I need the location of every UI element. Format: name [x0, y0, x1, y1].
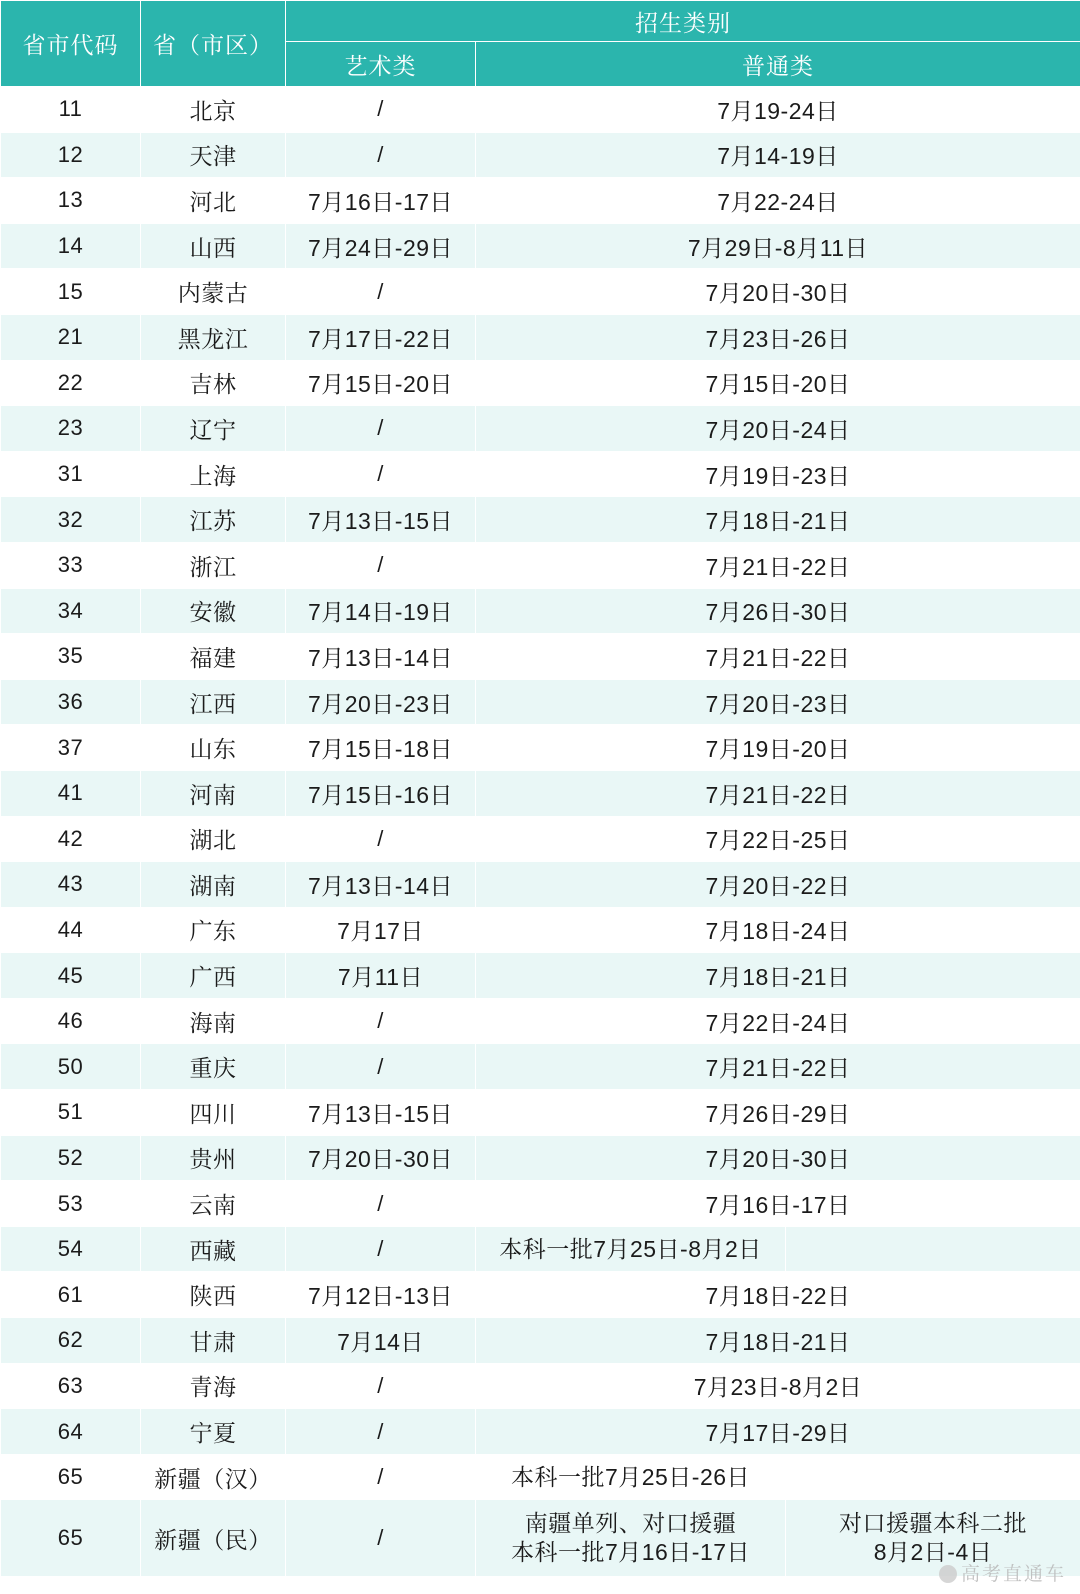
cell-province: 上海 — [141, 451, 286, 497]
cell-code: 22 — [1, 360, 141, 406]
cell-normal-right-line1: 对口援疆本科二批 — [839, 1509, 1027, 1536]
cell-art: 7月14日-19日 — [286, 588, 476, 634]
cell-normal: 7月18日-22日 — [476, 1272, 1080, 1318]
table-row — [1, 178, 1080, 224]
cell-art: 7月24日-29日 — [286, 223, 476, 269]
table-row — [1, 314, 1080, 360]
cell-normal: 7月22日-24日 — [476, 998, 1080, 1044]
cell-normal: 7月18日-24日 — [476, 907, 1080, 953]
cell-code: 13 — [1, 178, 141, 224]
cell-code: 45 — [1, 953, 141, 999]
cell-province: 青海 — [141, 1363, 286, 1409]
table-body — [1, 87, 1080, 1577]
cell-code: 54 — [1, 1226, 141, 1272]
cell-normal: 7月18日-21日 — [476, 1318, 1080, 1364]
cell-normal: 7月20日-24日 — [476, 406, 1080, 452]
cell-normal: 7月19日-23日 — [476, 451, 1080, 497]
table-row — [1, 497, 1080, 543]
cell-province: 山东 — [141, 725, 286, 771]
cell-art: / — [286, 1226, 476, 1272]
cell-province: 甘肃 — [141, 1318, 286, 1364]
cell-code: 31 — [1, 451, 141, 497]
table-row — [1, 1409, 1080, 1455]
table-row — [1, 725, 1080, 771]
cell-normal-left-line1: 南疆单列、对口援疆 — [524, 1509, 737, 1536]
cell-code: 11 — [1, 87, 141, 133]
cell-province: 江西 — [141, 679, 286, 725]
cell-code: 37 — [1, 725, 141, 771]
cell-province: 新疆（汉） — [141, 1454, 286, 1500]
cell-normal-right — [786, 1227, 1080, 1272]
table-row — [1, 1044, 1080, 1090]
watermark-text: 高考直通车 — [960, 1564, 1066, 1585]
header-art: 艺术类 — [286, 42, 476, 87]
table-row — [1, 816, 1080, 862]
cell-province: 海南 — [141, 998, 286, 1044]
table-row — [1, 223, 1080, 269]
table-row — [1, 269, 1080, 315]
table-row — [1, 953, 1080, 999]
cell-normal-left-line2: 本科一批7月16日-17日 — [510, 1539, 751, 1566]
cell-art: 7月17日 — [286, 907, 476, 953]
cell-normal-split — [476, 1226, 1080, 1272]
cell-code: 64 — [1, 1409, 141, 1455]
cell-art: / — [286, 998, 476, 1044]
cell-art: 7月13日-15日 — [286, 497, 476, 543]
cell-normal-split — [476, 1454, 1080, 1500]
cell-province: 黑龙江 — [141, 314, 286, 360]
table-row — [1, 1226, 1080, 1272]
table-row — [1, 588, 1080, 634]
cell-normal: 7月20日-22日 — [476, 862, 1080, 908]
cell-normal: 7月29日-8月11日 — [476, 223, 1080, 269]
cell-art: / — [286, 1363, 476, 1409]
cell-normal: 7月17日-29日 — [476, 1409, 1080, 1455]
cell-province: 湖南 — [141, 862, 286, 908]
cell-art: 7月15日-16日 — [286, 770, 476, 816]
cell-art: 7月13日-14日 — [286, 634, 476, 680]
table-row — [1, 770, 1080, 816]
cell-province: 内蒙古 — [141, 269, 286, 315]
cell-normal: 7月22-24日 — [476, 178, 1080, 224]
cell-art: 7月20日-30日 — [286, 1135, 476, 1181]
table-row — [1, 360, 1080, 406]
cell-province: 安徽 — [141, 588, 286, 634]
watermark — [939, 1559, 1066, 1586]
cell-art: / — [286, 406, 476, 452]
cell-normal-right — [786, 1455, 1080, 1500]
cell-art: / — [286, 1181, 476, 1227]
cell-code: 42 — [1, 816, 141, 862]
cell-province: 天津 — [141, 132, 286, 178]
cell-code: 43 — [1, 862, 141, 908]
cell-art: / — [286, 1044, 476, 1090]
cell-normal: 7月26日-29日 — [476, 1090, 1080, 1136]
cell-normal: 7月26日-30日 — [476, 588, 1080, 634]
cell-province: 江苏 — [141, 497, 286, 543]
cell-art: / — [286, 542, 476, 588]
cell-code: 53 — [1, 1181, 141, 1227]
cell-province: 陕西 — [141, 1272, 286, 1318]
cell-province: 河南 — [141, 770, 286, 816]
cell-normal: 7月22日-25日 — [476, 816, 1080, 862]
table-row — [1, 1454, 1080, 1500]
cell-normal: 7月20日-30日 — [476, 1135, 1080, 1181]
cell-province: 河北 — [141, 178, 286, 224]
cell-code: 34 — [1, 588, 141, 634]
cell-code: 21 — [1, 314, 141, 360]
cell-art: 7月13日-15日 — [286, 1090, 476, 1136]
table-row — [1, 1500, 1080, 1577]
cell-province: 贵州 — [141, 1135, 286, 1181]
cell-code: 23 — [1, 406, 141, 452]
cell-code: 65 — [1, 1454, 141, 1500]
header-code: 省市代码 — [1, 1, 141, 87]
cell-normal: 7月16日-17日 — [476, 1181, 1080, 1227]
cell-code: 51 — [1, 1090, 141, 1136]
table-row — [1, 451, 1080, 497]
cell-province: 吉林 — [141, 360, 286, 406]
cell-normal: 7月18日-21日 — [476, 953, 1080, 999]
cell-normal: 7月21日-22日 — [476, 634, 1080, 680]
table-row — [1, 542, 1080, 588]
table-row — [1, 1318, 1080, 1364]
cell-art: / — [286, 87, 476, 133]
cell-normal: 7月20日-23日 — [476, 679, 1080, 725]
cell-province: 辽宁 — [141, 406, 286, 452]
cell-art: 7月16日-17日 — [286, 178, 476, 224]
cell-art: 7月14日 — [286, 1318, 476, 1364]
cell-province: 广西 — [141, 953, 286, 999]
cell-art: / — [286, 1409, 476, 1455]
cell-province: 广东 — [141, 907, 286, 953]
cell-normal-left: 本科一批7月25日-8月2日 — [476, 1227, 786, 1272]
cell-normal: 7月19日-20日 — [476, 725, 1080, 771]
table-row — [1, 1181, 1080, 1227]
cell-code: 62 — [1, 1318, 141, 1364]
cell-art: / — [286, 816, 476, 862]
cell-code: 14 — [1, 223, 141, 269]
table-row — [1, 406, 1080, 452]
cell-code: 46 — [1, 998, 141, 1044]
cell-province: 四川 — [141, 1090, 286, 1136]
table-row — [1, 862, 1080, 908]
cell-code: 65 — [1, 1500, 141, 1577]
cell-code: 63 — [1, 1363, 141, 1409]
cell-province: 西藏 — [141, 1226, 286, 1272]
cell-normal: 7月21日-22日 — [476, 542, 1080, 588]
cell-art: / — [286, 132, 476, 178]
watermark-logo-icon — [939, 1565, 957, 1583]
cell-code: 61 — [1, 1272, 141, 1318]
header-normal: 普通类 — [476, 42, 1080, 87]
header-province: 省（市区） — [141, 1, 286, 87]
cell-province: 湖北 — [141, 816, 286, 862]
cell-normal: 7月14-19日 — [476, 132, 1080, 178]
cell-normal: 7月23日-8月2日 — [476, 1363, 1080, 1409]
cell-code: 50 — [1, 1044, 141, 1090]
cell-art: 7月15日-20日 — [286, 360, 476, 406]
table-row — [1, 87, 1080, 133]
cell-art: / — [286, 269, 476, 315]
cell-code: 44 — [1, 907, 141, 953]
table-row — [1, 1090, 1080, 1136]
cell-normal: 7月21日-22日 — [476, 1044, 1080, 1090]
cell-code: 12 — [1, 132, 141, 178]
cell-province: 宁夏 — [141, 1409, 286, 1455]
table-header — [1, 1, 1080, 87]
table-row — [1, 679, 1080, 725]
table-row — [1, 634, 1080, 680]
cell-province: 新疆（民） — [141, 1500, 286, 1577]
cell-province: 云南 — [141, 1181, 286, 1227]
cell-normal: 7月19-24日 — [476, 87, 1080, 133]
cell-art: 7月17日-22日 — [286, 314, 476, 360]
cell-normal-right-line2: 8月2日-4日 — [873, 1539, 993, 1566]
cell-normal-left — [476, 1500, 786, 1576]
cell-province: 福建 — [141, 634, 286, 680]
cell-normal: 7月23日-26日 — [476, 314, 1080, 360]
header-category-group: 招生类别 — [286, 1, 1080, 42]
cell-code: 33 — [1, 542, 141, 588]
cell-code: 15 — [1, 269, 141, 315]
cell-normal: 7月21日-22日 — [476, 770, 1080, 816]
cell-art: 7月15日-18日 — [286, 725, 476, 771]
cell-art: 7月12日-13日 — [286, 1272, 476, 1318]
header-row-1 — [1, 1, 1080, 42]
cell-normal: 7月15日-20日 — [476, 360, 1080, 406]
cell-normal-left: 本科一批7月25日-26日 — [476, 1455, 786, 1500]
cell-art: / — [286, 1454, 476, 1500]
table-row — [1, 907, 1080, 953]
cell-art: 7月20日-23日 — [286, 679, 476, 725]
cell-art: 7月13日-14日 — [286, 862, 476, 908]
cell-code: 35 — [1, 634, 141, 680]
cell-code: 32 — [1, 497, 141, 543]
cell-art: 7月11日 — [286, 953, 476, 999]
cell-province: 北京 — [141, 87, 286, 133]
cell-code: 36 — [1, 679, 141, 725]
table-row — [1, 998, 1080, 1044]
cell-normal: 7月18日-21日 — [476, 497, 1080, 543]
cell-normal: 7月20日-30日 — [476, 269, 1080, 315]
table-row — [1, 1272, 1080, 1318]
table-row — [1, 132, 1080, 178]
cell-code: 41 — [1, 770, 141, 816]
table-row — [1, 1363, 1080, 1409]
cell-code: 52 — [1, 1135, 141, 1181]
cell-province: 山西 — [141, 223, 286, 269]
cell-province: 重庆 — [141, 1044, 286, 1090]
cell-art: / — [286, 1500, 476, 1577]
cell-art: / — [286, 451, 476, 497]
table-row — [1, 1135, 1080, 1181]
cell-province: 浙江 — [141, 542, 286, 588]
